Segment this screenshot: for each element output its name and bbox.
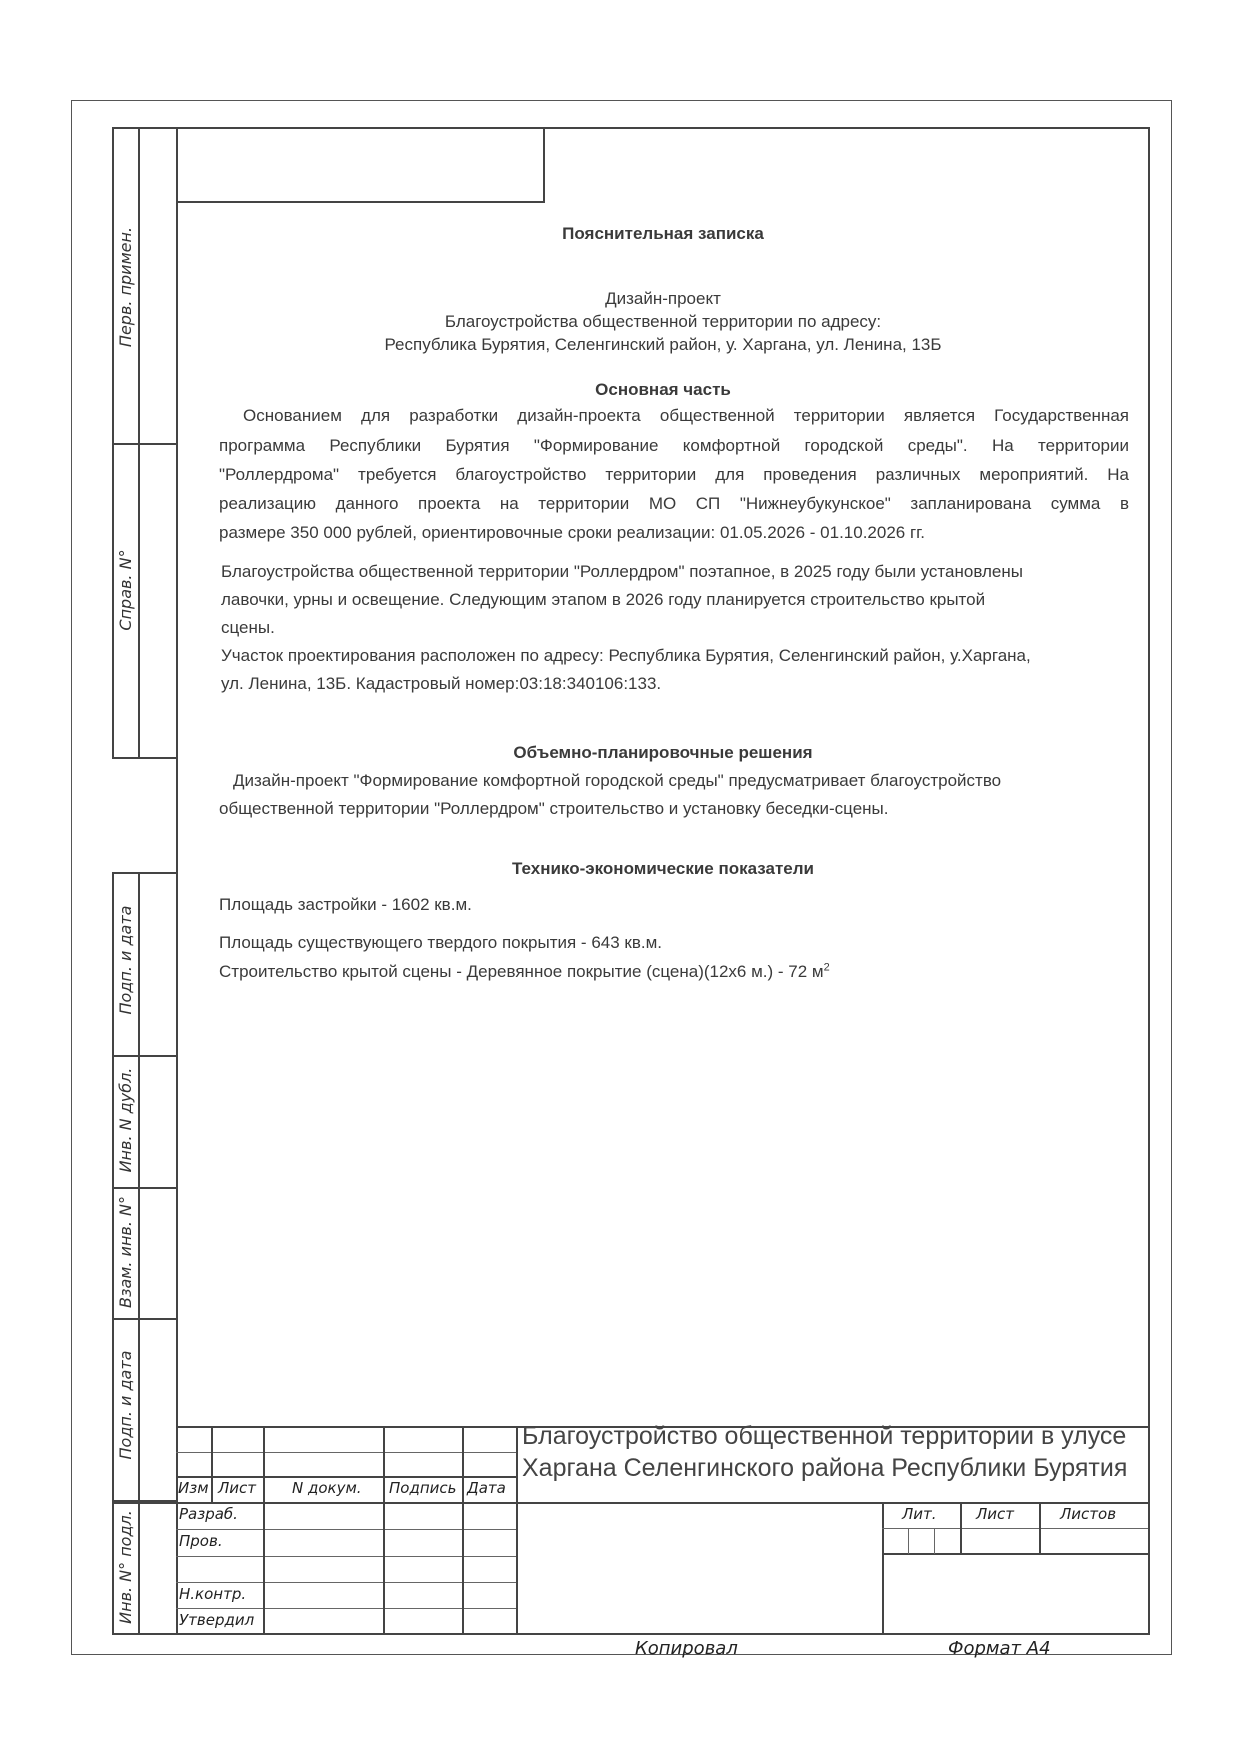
heading-indicators: Технико-экономические показатели (511, 859, 814, 878)
main-para1-line4: реализацию данного проекта на территории МО СП "Нижнеубукунское" запланирована сумма в (219, 494, 1129, 513)
stamp-list-left (960, 1502, 962, 1554)
label-sprav-no: Справ. N° (116, 549, 135, 631)
project-line-2: Благоустройства общественной территории по адресу: (444, 312, 882, 331)
main-para1-line5: размере 350 000 рублей, ориентировочные сроки реализации: 01.05.2026 - 01.10.2026 гг. (219, 523, 926, 542)
main-para1-line3: "Роллердрома" требуется благоустройство территории для проведения различных мероприятий. На (219, 465, 1129, 484)
stamp-row-nkontr (176, 1608, 518, 1609)
footer-format: Формат А4 (948, 1638, 1051, 1659)
corner-box-right (543, 127, 545, 203)
stamp-col-data: Дата (467, 1479, 506, 1497)
side-strip-upper-div (112, 443, 178, 445)
stamp-col-podpis-right (462, 1426, 464, 1634)
stamp-row-prov-label: Пров. (179, 1532, 223, 1550)
planning-line2: общественной территории "Роллердром" строительство и установку беседки-сцены. (219, 799, 889, 818)
indicator-line2: Площадь существующего твердого покрытия - 643 кв.м. (219, 933, 663, 952)
planning-line1: Дизайн-проект "Формирование комфортной городской среды" предусматривает благоустройство (233, 771, 1002, 790)
main-para1-line2: программа Республики Бурятия "Формирование комфортной городской среды". На территории (219, 436, 1129, 455)
label-perv-primen: Перв. примен. (116, 226, 135, 348)
main-para2-line2: лавочки, урны и освещение. Следующим этапом в 2026 году планируется строительство крытой (221, 590, 986, 609)
stamp-row-razrab-label: Разраб. (179, 1505, 238, 1523)
stamp-row-utverdil-label: Утвердил (179, 1611, 255, 1629)
stamp-col-list: Лист (218, 1479, 257, 1497)
corner-box-bottom (176, 201, 544, 203)
main-para3-line2: ул. Ленина, 13Б. Кадастровый номер:03:18:340106:133. (221, 674, 662, 693)
main-para2-line3: сцены. (221, 618, 275, 637)
label-inv-dubl: Инв. N дубл. (116, 1067, 135, 1173)
indicator-line3-sup: 2 (823, 961, 830, 974)
stamp-col-izm-right (211, 1426, 213, 1504)
indicator-line1: Площадь застройки - 1602 кв.м. (219, 895, 472, 914)
stamp-col-podpis: Подпись (389, 1479, 457, 1497)
stamp-row-empty (176, 1582, 518, 1583)
side-strip-lower-left (112, 872, 114, 1635)
stamp-row-prov (176, 1556, 518, 1557)
label-podp-data-bottom: Подп. и дата (116, 1350, 135, 1460)
project-line-3: Республика Бурятия, Селенгинский район, у. Харгана, ул. Ленина, 13Б (384, 335, 942, 354)
document-title: Пояснительная записка (562, 224, 764, 243)
side-strip-upper-top (112, 127, 178, 129)
stamp-col-data-right (516, 1426, 518, 1634)
indicator-line3-text: Строительство крытой сцены - Деревянное покрытие (сцена)(12х6 м.) - 72 м (219, 962, 824, 981)
stamp-row-nkontr-label: Н.контр. (179, 1585, 247, 1603)
frame-top (176, 127, 1150, 129)
stamp-title-line2: Харгана Селенгинского района Республики Бурятия (522, 1454, 1128, 1482)
label-podp-data-top: Подп. и дата (116, 905, 135, 1015)
stamp-lit-row-bottom (882, 1553, 1148, 1555)
frame-right (1148, 127, 1150, 1635)
label-inv-podl: Инв. N° подл. (116, 1510, 135, 1624)
stamp-lit-left (882, 1502, 884, 1634)
side-strip-lower-mid (138, 872, 140, 1635)
stamp-lit-label: Лит. (902, 1505, 937, 1523)
stamp-row-razrab (176, 1529, 518, 1530)
side-strip-upper-bottom (112, 757, 178, 759)
stamp-header-row-top (176, 1476, 518, 1478)
stamp-lit-sub1 (908, 1528, 909, 1554)
frame-bottom (112, 1633, 1150, 1635)
stamp-row-line-1 (176, 1452, 518, 1453)
stamp-lit-sub2 (934, 1528, 935, 1554)
label-vzam-inv: Взам. инв. N° (116, 1196, 135, 1308)
stamp-lit-row-mid (882, 1528, 1148, 1529)
stamp-col-ndokum: N докум. (292, 1479, 362, 1497)
stamp-title-line1: Благоустройство общественной территории в улусе (522, 1422, 1127, 1450)
stamp-col-izm: Изм (178, 1479, 209, 1497)
main-para3-line1: Участок проектирования расположен по адресу: Республика Бурятия, Селенгинский район, у.Харгана, (221, 646, 1031, 665)
stamp-list-label: Лист (976, 1505, 1015, 1523)
main-para2-line1: Благоустройства общественной территории "Роллердром" поэтапное, в 2025 году были установлены (221, 562, 1023, 581)
indicator-line3 (219, 958, 1119, 986)
stamp-col-list-right (263, 1426, 265, 1634)
stamp-listov-left (1039, 1502, 1041, 1554)
footer-kopiroval: Копировал (635, 1638, 738, 1659)
stamp-header-row-bottom (112, 1502, 1150, 1504)
project-line-1: Дизайн-проект (605, 289, 721, 308)
main-para1-line1: Основанием для разработки дизайн-проекта общественной территории является Государственная (243, 406, 1129, 425)
side-strip-lower-top (112, 872, 178, 874)
stamp-listov-label: Листов (1060, 1505, 1117, 1523)
heading-planning: Объемно-планировочные решения (513, 743, 813, 762)
stamp-col-ndokum-right (383, 1426, 385, 1634)
heading-main-part: Основная часть (595, 380, 731, 399)
